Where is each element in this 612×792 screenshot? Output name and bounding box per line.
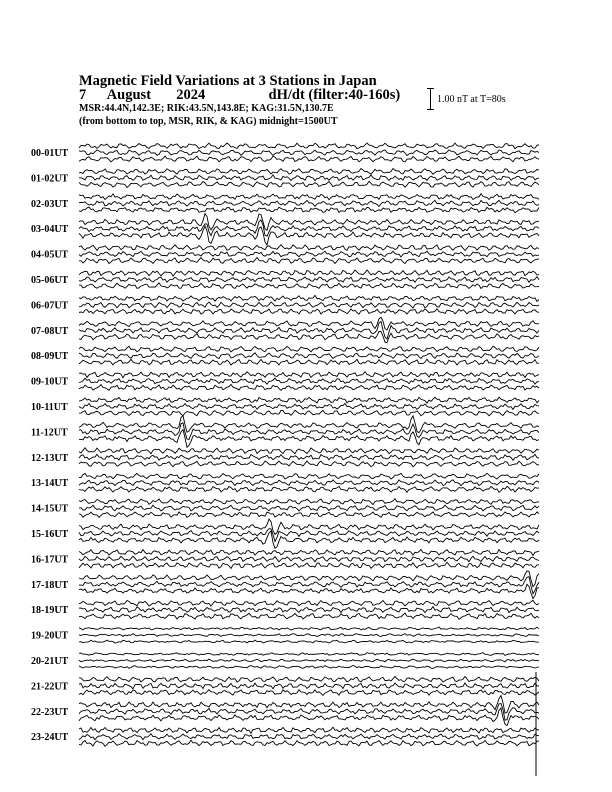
trace-kag bbox=[79, 653, 539, 656]
trace-msr bbox=[79, 359, 539, 365]
trace-kag bbox=[79, 571, 539, 587]
trace-msr bbox=[79, 562, 539, 568]
date-year: 2024 bbox=[176, 87, 206, 103]
hour-label: 11-12UT bbox=[31, 427, 68, 439]
trace-msr bbox=[79, 226, 539, 245]
trace-msr bbox=[79, 740, 539, 746]
trace-kag bbox=[79, 245, 539, 251]
hour-label: 01-02UT bbox=[31, 173, 69, 185]
trace-rik bbox=[79, 454, 539, 460]
trace-rik bbox=[79, 353, 539, 359]
hour-label: 08-09UT bbox=[31, 351, 69, 363]
trace-rik bbox=[79, 683, 539, 689]
trace-rik bbox=[79, 734, 539, 740]
trace-kag bbox=[79, 676, 539, 682]
trace-rik bbox=[79, 150, 539, 156]
trace-msr bbox=[79, 385, 539, 391]
trace-rik bbox=[79, 607, 539, 613]
date-day: 7 bbox=[79, 87, 87, 103]
trace-msr bbox=[79, 181, 539, 187]
trace-kag bbox=[79, 295, 539, 301]
trace-msr bbox=[79, 512, 539, 518]
trace-kag bbox=[79, 317, 539, 330]
trace-kag bbox=[79, 346, 539, 352]
hour-label: 05-06UT bbox=[31, 275, 69, 286]
trace-kag bbox=[79, 600, 539, 606]
trace-msr bbox=[79, 690, 539, 696]
trace-rik bbox=[79, 302, 539, 308]
trace-msr bbox=[79, 666, 539, 669]
trace-rik bbox=[79, 251, 539, 257]
trace-rik bbox=[79, 200, 539, 206]
trace-kag bbox=[79, 550, 539, 556]
trace-kag bbox=[79, 194, 539, 200]
component-label: dH/dt (filter:40-160s) bbox=[268, 87, 401, 103]
hour-label: 07-08UT bbox=[31, 325, 69, 337]
hour-label: 19-20UT bbox=[31, 630, 69, 642]
hour-label: 03-04UT bbox=[31, 224, 69, 236]
trace-msr bbox=[79, 486, 539, 492]
hour-label: 17-18UT bbox=[31, 579, 69, 591]
trace-rik bbox=[79, 404, 539, 410]
trace-rik bbox=[79, 659, 539, 662]
hour-label: 12-13UT bbox=[31, 452, 69, 464]
trace-rik bbox=[79, 505, 539, 511]
trace-rik bbox=[79, 175, 539, 181]
hour-label: 18-19UT bbox=[31, 605, 69, 617]
trace-rik bbox=[79, 529, 539, 542]
hour-label: 14-15UT bbox=[31, 503, 69, 515]
order-note: (from bottom to top, MSR, RIK, & KAG) midnight=1500UT bbox=[79, 116, 338, 127]
hour-label: 06-07UT bbox=[31, 300, 69, 312]
hour-label: 22-23UT bbox=[31, 706, 69, 718]
trace-msr bbox=[79, 309, 539, 314]
trace-msr bbox=[79, 461, 539, 467]
trace-rik bbox=[79, 577, 539, 594]
chart-title: Magnetic Field Variations at 3 Stations in Japan bbox=[79, 73, 377, 89]
trace-rik bbox=[79, 480, 539, 486]
trace-rik bbox=[79, 378, 539, 384]
hour-label: 09-10UT bbox=[31, 376, 69, 388]
trace-msr bbox=[79, 283, 539, 289]
hour-label: 13-14UT bbox=[31, 478, 69, 490]
trace-kag bbox=[79, 143, 539, 149]
trace-msr bbox=[79, 613, 539, 619]
hour-label: 16-17UT bbox=[31, 554, 69, 566]
trace-kag bbox=[79, 416, 539, 433]
hour-label: 23-24UT bbox=[31, 732, 69, 744]
trace-kag bbox=[79, 473, 539, 479]
hour-label: 02-03UT bbox=[31, 198, 69, 210]
trace-kag bbox=[79, 499, 539, 505]
date-month: August bbox=[106, 87, 152, 103]
trace-kag bbox=[79, 270, 539, 276]
trace-kag bbox=[79, 727, 539, 733]
hour-label: 10-11UT bbox=[31, 402, 68, 413]
trace-kag bbox=[79, 627, 539, 630]
trace-kag bbox=[79, 372, 539, 378]
trace-msr bbox=[79, 410, 539, 416]
trace-msr bbox=[79, 258, 539, 264]
trace-msr bbox=[79, 156, 539, 162]
trace-rik bbox=[79, 556, 539, 562]
trace-msr bbox=[79, 207, 539, 213]
trace-kag bbox=[79, 169, 539, 175]
scale-label: 1.00 nT at T=80s bbox=[437, 94, 506, 105]
trace-msr bbox=[79, 331, 539, 342]
trace-kag bbox=[79, 448, 539, 454]
hour-label: 15-16UT bbox=[31, 529, 69, 540]
hour-label: 00-01UT bbox=[31, 148, 69, 159]
trace-rik bbox=[79, 634, 539, 637]
hour-label: 20-21UT bbox=[31, 656, 69, 667]
trace-rik bbox=[79, 277, 539, 283]
trace-msr bbox=[79, 640, 539, 643]
stations-label: MSR:44.4N,142.3E; RIK:43.5N,143.8E; KAG:31.5N,130.7E bbox=[79, 103, 334, 114]
hour-label: 04-05UT bbox=[31, 249, 69, 261]
hour-label: 21-22UT bbox=[31, 681, 69, 693]
trace-kag bbox=[79, 397, 539, 403]
